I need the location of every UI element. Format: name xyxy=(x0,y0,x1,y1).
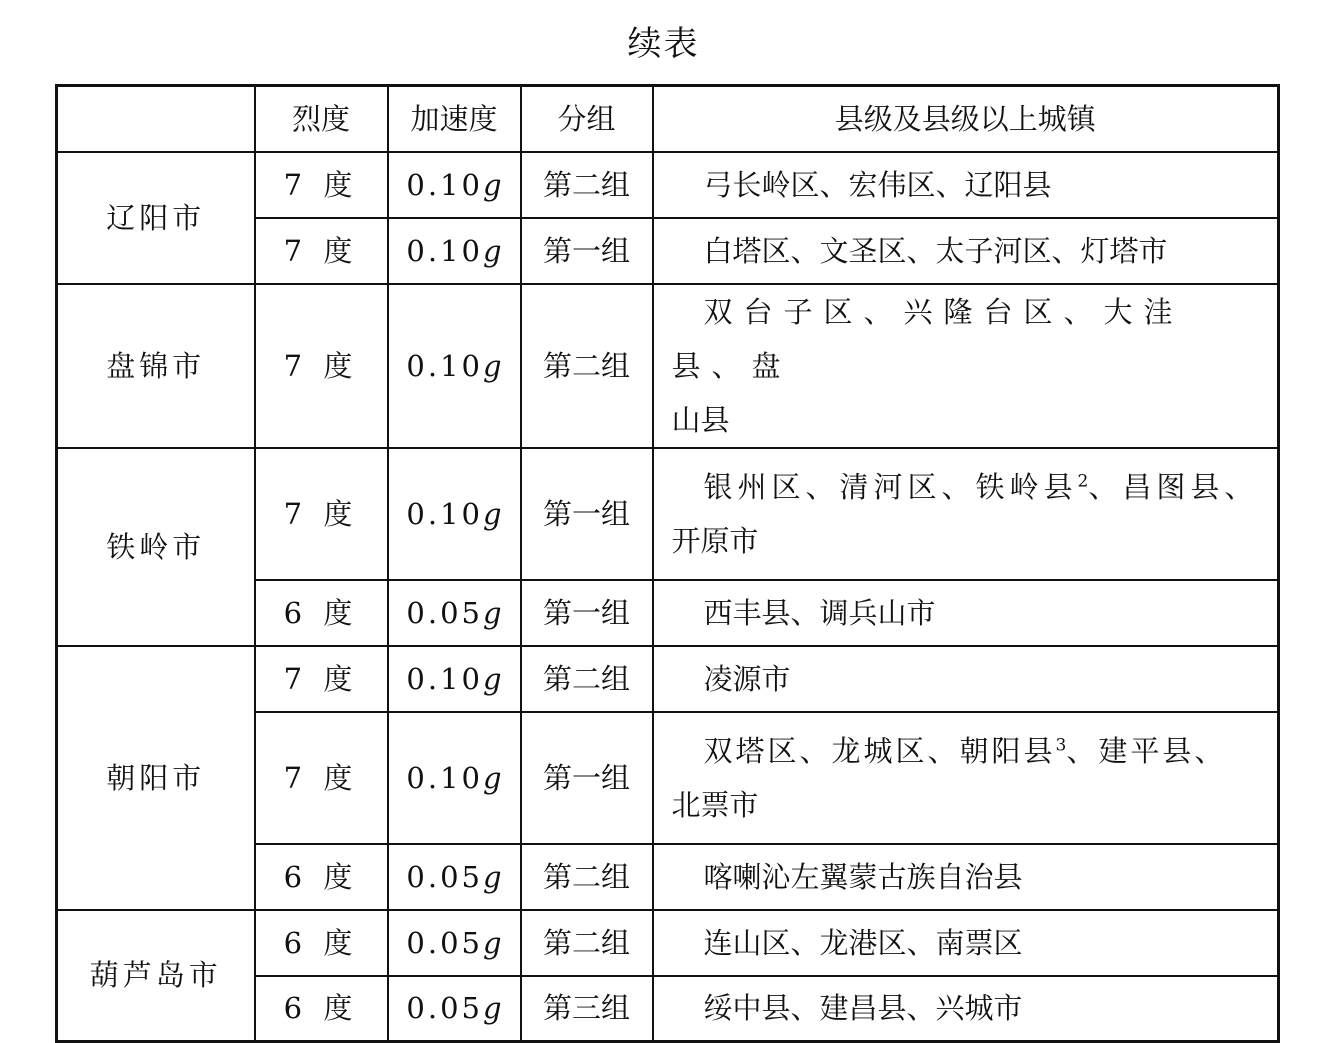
towns-cell: 银州区、清河区、铁岭县$^2$、昌图县、 开原市 xyxy=(653,448,1279,580)
towns-cell: 弓长岭区、宏伟区、辽阳县 xyxy=(653,152,1279,218)
table-row xyxy=(57,646,1279,712)
table-row xyxy=(57,284,1279,448)
group-cell: 第一组 xyxy=(521,218,653,284)
acceleration-cell: 0.05g xyxy=(388,976,521,1042)
towns-cell: 连山区、龙港区、南票区 xyxy=(653,910,1279,976)
degree-cell: 6 度 xyxy=(255,910,388,976)
table-row xyxy=(57,910,1279,976)
towns-cell: 绥中县、建昌县、兴城市 xyxy=(653,976,1279,1042)
group-cell: 第一组 xyxy=(521,448,653,580)
degree-cell: 6 度 xyxy=(255,580,388,646)
city-cell: 盘锦市 xyxy=(57,284,255,448)
group-cell: 第二组 xyxy=(521,152,653,218)
footnote-marker: 3 xyxy=(1055,734,1067,755)
degree-cell: 7 度 xyxy=(255,284,388,448)
group-cell: 第二组 xyxy=(521,646,653,712)
seismic-table xyxy=(55,84,1280,1043)
acceleration-cell: 0.10g xyxy=(388,448,521,580)
acceleration-cell: 0.10g xyxy=(388,712,521,844)
degree-cell: 6 度 xyxy=(255,976,388,1042)
group-cell: 第一组 xyxy=(521,580,653,646)
city-cell: 葫芦岛市 xyxy=(57,910,255,1042)
city-cell: 辽阳市 xyxy=(57,152,255,284)
header-city xyxy=(57,86,255,152)
group-cell: 第二组 xyxy=(521,844,653,910)
header-group: 分组 xyxy=(521,86,653,152)
towns-cell: 双塔区、龙城区、朝阳县$^3$、建平县、 北票市 xyxy=(653,712,1279,844)
city-cell: 铁岭市 xyxy=(57,448,255,646)
acceleration-cell: 0.10g xyxy=(388,218,521,284)
towns-cell: 白塔区、文圣区、太子河区、灯塔市 xyxy=(653,218,1279,284)
group-cell: 第二组 xyxy=(521,910,653,976)
table-row xyxy=(57,152,1279,218)
table-row xyxy=(57,448,1279,580)
towns-cell: 双台子区、兴隆台区、大洼县、盘 山县 xyxy=(653,284,1279,448)
group-cell: 第一组 xyxy=(521,712,653,844)
group-cell: 第三组 xyxy=(521,976,653,1042)
degree-cell: 7 度 xyxy=(255,712,388,844)
page-title: 续表 xyxy=(627,24,700,64)
degree-cell: 6 度 xyxy=(255,844,388,910)
towns-cell: 凌源市 xyxy=(653,646,1279,712)
degree-cell: 7 度 xyxy=(255,646,388,712)
acceleration-cell: 0.05g xyxy=(388,910,521,976)
acceleration-cell: 0.05g xyxy=(388,580,521,646)
degree-cell: 7 度 xyxy=(255,218,388,284)
degree-cell: 7 度 xyxy=(255,448,388,580)
footnote-marker: 2 xyxy=(1077,470,1089,491)
header-acceleration: 加速度 xyxy=(388,86,521,152)
towns-cell: 西丰县、调兵山市 xyxy=(653,580,1279,646)
table-header-row xyxy=(57,86,1279,152)
acceleration-cell: 0.10g xyxy=(388,646,521,712)
header-towns: 县级及县级以上城镇 xyxy=(653,86,1279,152)
acceleration-cell: 0.05g xyxy=(388,844,521,910)
header-degree: 烈度 xyxy=(255,86,388,152)
city-cell: 朝阳市 xyxy=(57,646,255,910)
group-cell: 第二组 xyxy=(521,284,653,448)
towns-cell: 喀喇沁左翼蒙古族自治县 xyxy=(653,844,1279,910)
degree-cell: 7 度 xyxy=(255,152,388,218)
acceleration-cell: 0.10g xyxy=(388,152,521,218)
acceleration-cell: 0.10g xyxy=(388,284,521,448)
